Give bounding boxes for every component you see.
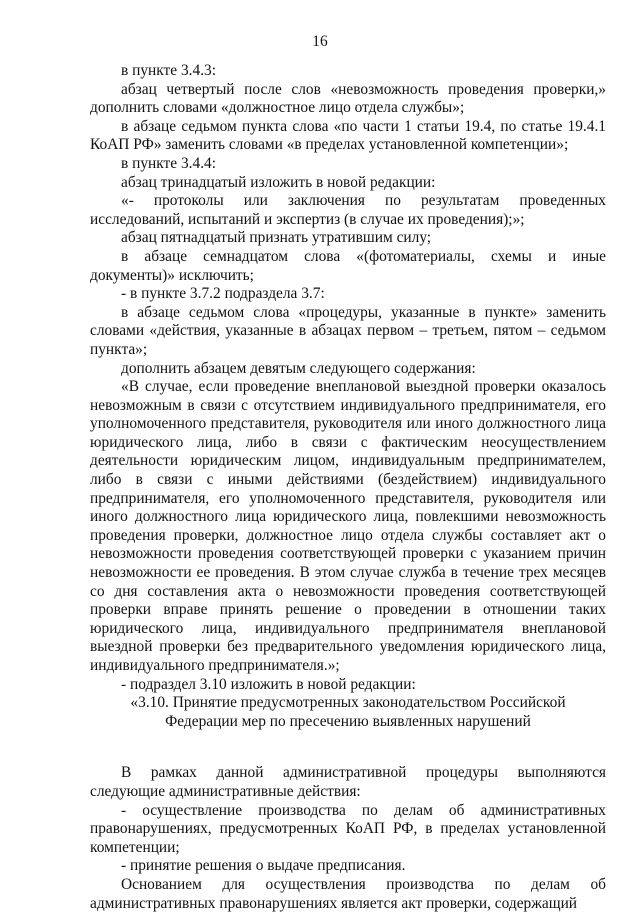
paragraph: в пункте 3.4.4: bbox=[121, 154, 217, 172]
paragraph: абзац пятнадцатый признать утратившим силу; bbox=[121, 229, 432, 247]
paragraph: - в пункте 3.7.2 подраздела 3.7: bbox=[121, 285, 325, 303]
document-body bbox=[90, 62, 606, 913]
section-gap bbox=[90, 731, 606, 764]
paragraph: Основанием для осуществления производства по делам об административных правонарушениях является акт проверки, содержащий bbox=[90, 875, 606, 912]
paragraph: - подраздел 3.10 изложить в новой редакции: bbox=[121, 675, 416, 693]
paragraph: дополнить абзацем девятым следующего содержания: bbox=[121, 359, 476, 377]
paragraph: «- протоколы или заключения по результатам проведенных исследований, испытаний и экспертиз (в случае их проведения);»; bbox=[90, 192, 606, 228]
section-heading: «3.10. Принятие предусмотренных законодательством Российской Федерации мер по пресечению выявленных нарушений bbox=[130, 694, 566, 730]
paragraph: в абзаце седьмом пункта слова «по части 1 статьи 19.4, по статье 19.4.1 КоАП РФ» заменить словами «в пределах установленной компетенции»; bbox=[90, 117, 606, 154]
paragraph: В рамках данной административной процедуры выполняются следующие административные действия: bbox=[90, 764, 606, 800]
paragraph: абзац тринадцатый изложить в новой редакции: bbox=[121, 173, 436, 191]
paragraph: - осуществление производства по делам об административных правонарушениях, предусмотренных КоАП РФ, в пределах установленной компетенции; bbox=[90, 801, 606, 856]
paragraph: - принятие решения о выдаче предписания. bbox=[121, 857, 406, 875]
paragraph: в абзаце семнадцатом слова «(фотоматериалы, схемы и иные документы)» исключить; bbox=[90, 247, 606, 284]
paragraph: в абзаце седьмом слова «процедуры, указанные в пункте» заменить словами «действия, указанные в абзацах первом – третьем, пятом – седьмом пункта»; bbox=[90, 303, 606, 358]
paragraph: абзац четвертый после слов «невозможность проведения проверки,» дополнить словами «должностное лицо отдела службы»; bbox=[90, 80, 606, 117]
paragraph: в пункте 3.4.3: bbox=[121, 62, 217, 79]
quoted-paragraph: «В случае, если проведение внеплановой выездной проверки оказалось невозможным в связи с отсутствием индивидуального предпринимателя, его уполномоченного представителя, руководителя или иного должностного лица юридического лица, либо в связи с фактическим неосуществлением деятельности юридическим лицом, индивидуальным предпринимателем, либо в связи с иными действиями (бездействием) индивидуального предпринимателя, его уполномоченного представителя, руководителя или иного должностного лица юридического лица, повлекшими невозможность проведения проверки, должностное лицо отдела службы составляет акт о невозможности проведения соответствующей проверки с указанием причин невозможности ее проведения. В этом случае служба в течение трех месяцев со дня составления акта о невозможности проведения соответствующей проверки вправе принять решение о проведении в отношении таких юридического лица, индивидуального предпринимателя внеплановой выездной проверки без предварительного уведомления юридического лица, индивидуального предпринимателя.»; bbox=[90, 378, 606, 674]
page-number: 16 bbox=[312, 33, 328, 50]
